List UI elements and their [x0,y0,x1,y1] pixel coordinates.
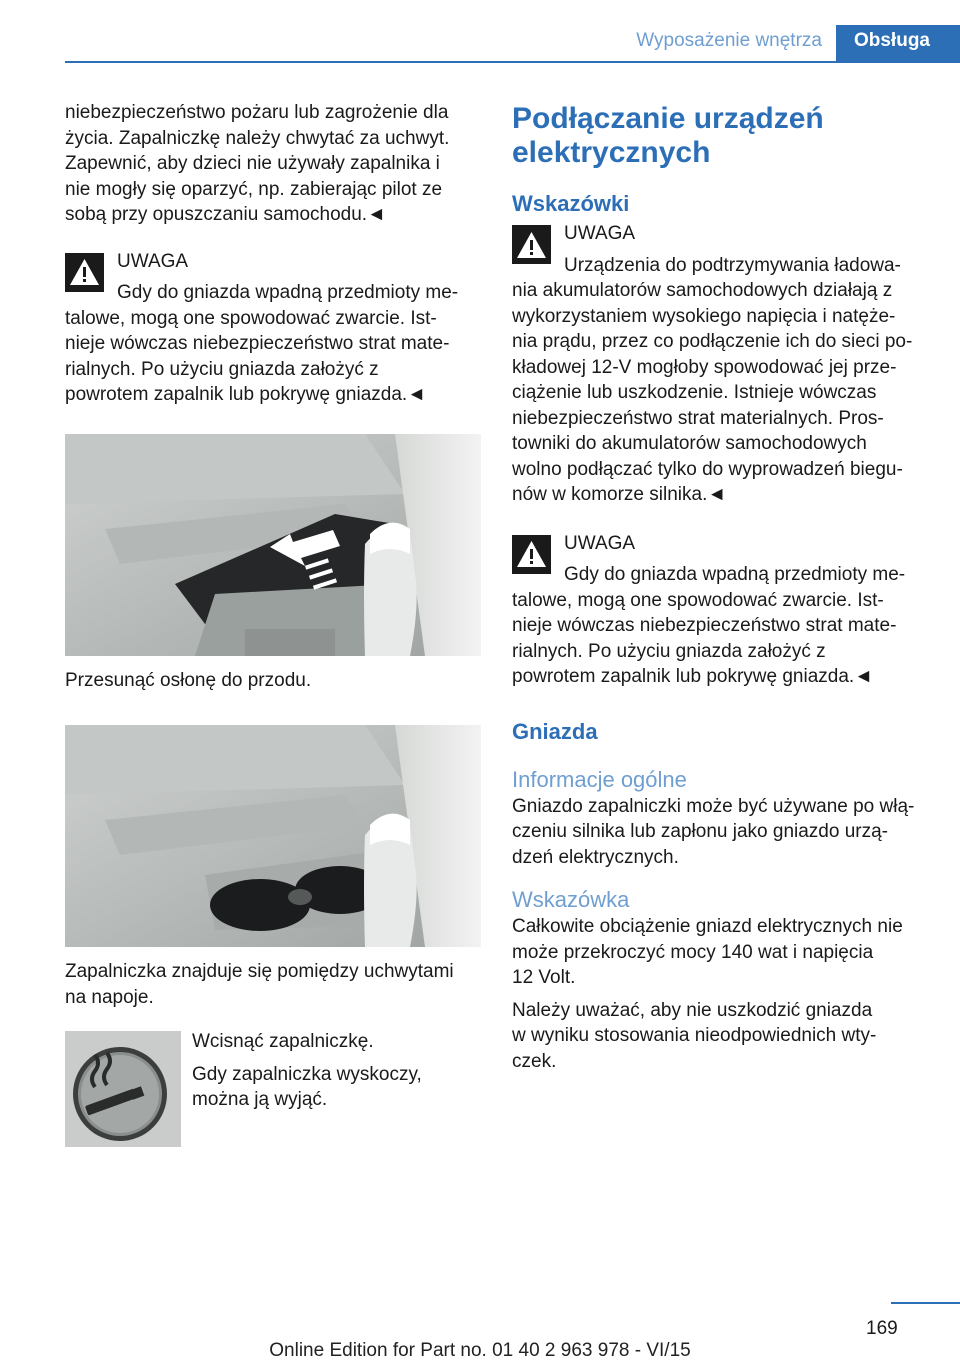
general-info-text: Gniazdo zapalniczki może być używane po włą‐ czeniu silnika lub zapłonu jako gniazdo urzą‐ dzeń elektrycznych. [512,795,915,868]
note-text: Całkowite obciążenie gniazd elektrycznych nie może przekroczyć mocy 140 wat i napięcia 12 Volt. [512,916,903,988]
intro-paragraph: niebezpieczeństwo pożaru lub zagrożenie dla życia. Zapalniczkę należy chwytać za uchwyt. Zapewnić, aby dzieci nie używały zapalnika i nie mogły się oparzyć, np. zabierając pilot ze sobą przy opuszczaniu samochodu.◄ [65,102,450,225]
note-heading: Wskazówka [512,887,630,912]
sockets-heading: Gniazda [512,718,598,744]
cupholder-photo [65,725,481,947]
warning-block [65,249,481,408]
edition-footer: Online Edition for Part no. 01 40 2 963 978 - VI/15 [269,1340,691,1361]
warning-title: UWAGA [564,532,636,554]
warning-first-line: Urządzenia do podtrzymywania ładowa‐ [564,254,901,276]
photo-caption-2: Zapalniczka znajduje się pomiędzy uchwytami na napoje. [65,961,454,1008]
hints-heading: Wskazówki [512,191,630,216]
cigarette-lighter-icon [65,1031,181,1147]
right-column [512,100,928,1074]
warning-icon [512,535,551,574]
warning-title: UWAGA [117,250,189,272]
header-tabs [622,25,960,62]
warning-first-line: Gdy do gniazda wpadną przedmioty me‐ [117,282,459,303]
warning-title: UWAGA [564,223,636,244]
left-column [65,100,481,1147]
page-title: Podłączanie urządzeń elektrycznych [512,102,824,169]
lighter-steps [65,1031,481,1147]
photo-caption-1: Przesunąć osłonę do przodu. [65,669,312,691]
step-1: Wcisnąć zapalniczkę. [192,1031,374,1052]
general-info-heading: Informacje ogólne [512,766,687,792]
warning-text: nia akumulatorów samochodowych działają z wykorzystaniem wysokiego napięcia i natęże‐ nia prądu, przez co podłączenie ich do sieci po‐ kładowej 12‑V mogłoby spowodować jej prze‐ ciążenie lub uszkodzenie. Istnieje wówczas niebezpieczeństwo strat materialnych. Pros‐ towniki do akumulatorów samochodowych wolno podłączać tylko do wyprowadzeń biegu‐ nów w komorze silnika.◄ [512,280,913,505]
chapter-tab: Obsługa [836,25,960,62]
step-2: Gdy zapalniczka wyskoczy, można ją wyjąć. [192,1063,422,1110]
warning-block-socket [512,531,928,690]
warning-text: talowe, mogą one spowodować zwarcie. Ist‐ nieje wówczas niebezpieczeństwo strat mate‐ rialnych. Po użyciu gniazda założyć z powrotem zapalnik lub pokrywę gniazda.◄ [512,589,897,687]
warning-block-charger [512,221,928,508]
note-text-2: Należy uważać, aby nie uszkodzić gniazda w wyniku stosowania nieodpowiednich wty‐ czek. [512,999,877,1072]
section-title: Wyposażenie wnętrza [636,30,822,51]
cover-slide-photo [65,434,481,656]
warning-icon [512,225,551,264]
footer-divider [891,1302,960,1304]
header-divider [65,61,960,63]
warning-first-line: Gdy do gniazda wpadną przedmioty me‐ [564,564,906,585]
page-number: 169 [866,1318,898,1339]
warning-icon [65,253,104,292]
warning-text: talowe, mogą one spowodować zwarcie. Ist‐ nieje wówczas niebezpieczeństwo strat mate‐ rialnych. Po użyciu gniazda założyć z powrotem zapalnik lub pokrywę gniazda.◄ [65,307,450,405]
